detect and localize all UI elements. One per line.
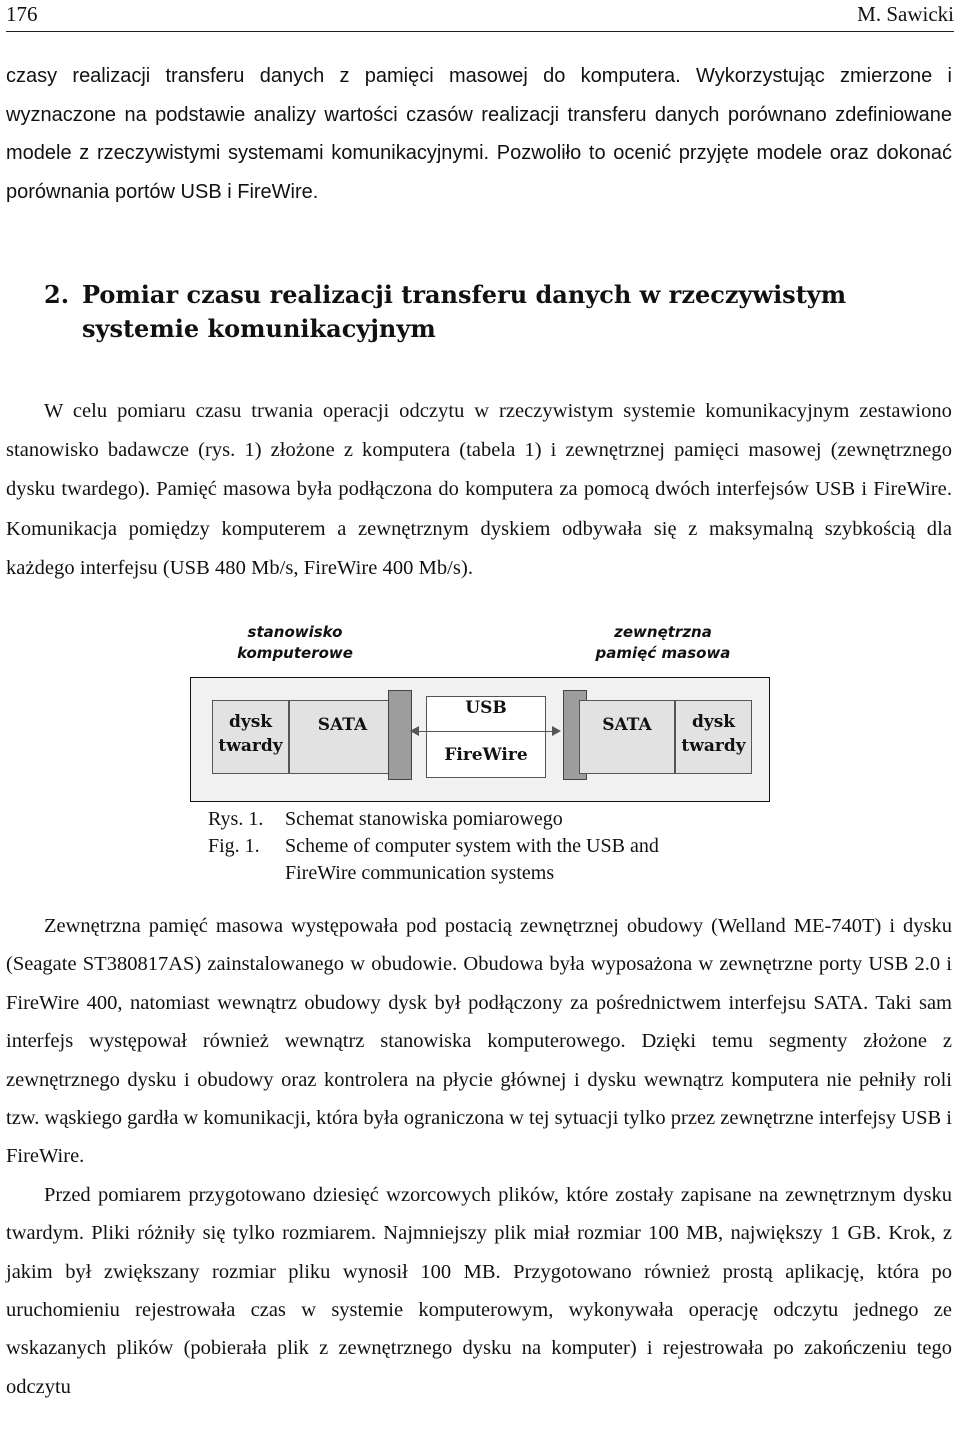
caption-text-pl: Schemat stanowiska pomiarowego: [285, 808, 563, 830]
section-paragraph: W celu pomiaru czasu trwania operacji odczytu w rzeczywistym systemie komunikacyjnym zestawiono stanowisko badawcze (rys. 1) złożone z komputera (tabela 1) i zewnętrznej pamięci masowej (zewnętrznego dysku twardego). Pamięć masowa była podłączona do komputera za pomocą dwóch interfejsów USB i FireWire. Komunikacja pomiędzy komputerem a zewnętrznym dyskiem odbywała się z maksymalną szybkością dla każdego interfejsu (USB 480 Mb/s, FireWire 400 Mb/s).: [6, 400, 952, 579]
section-heading: [44, 278, 944, 346]
arrow-right-icon: [552, 726, 561, 736]
page-number: 176: [6, 2, 38, 26]
page-header: [6, 0, 954, 32]
left-sata-box: [289, 700, 396, 774]
figure-label-computer: stanowisko komputerowe: [237, 623, 353, 662]
caption-text-en-1: Scheme of computer system with the USB and: [285, 835, 659, 857]
paragraph: Przed pomiarem przygotowano dziesięć wzorcowych plików, które zostały zapisane na zewnętrznym dysku twardym. Pliki różniły się tylko rozmiarem. Najmniejszy plik miał rozmiar 100 MB, największy 1 GB. Krok, z jakim był zwiększany rozmiar pliku wynosił 100 MB. Przygotowano również prostą aplikację, która po uruchomieniu rejestrowała czas w systemie komputerowym, wykonywała operację odczytu jednego ze wskazanych plików (pobierała plik z zewnętrznego dysku na komputer) i rejestrowała po zakończeniu tego odczytu: [6, 1183, 952, 1398]
left-sata-label: SATA: [317, 715, 368, 735]
link-arrow: [419, 731, 552, 732]
body-text: [6, 907, 952, 1406]
caption-label-en: Fig. 1.: [208, 835, 260, 857]
firewire-label: FireWire: [444, 745, 528, 765]
section-number: 2.: [44, 280, 70, 309]
left-port-bar: [388, 690, 412, 780]
section-title: Pomiar czasu realizacji transferu danych w rzeczywistym systemie komunikacyjnym: [82, 280, 847, 343]
figure-label-storage: zewnętrzna pamięć masowa: [595, 623, 731, 662]
right-disk-label: dysk twardy: [681, 712, 746, 756]
right-sata-box: [579, 700, 675, 774]
usb-label: USB: [465, 698, 507, 718]
running-author: M. Sawicki: [857, 2, 954, 26]
arrow-left-icon: [410, 726, 419, 736]
figure-caption: [208, 806, 768, 887]
paragraph: Zewnętrzna pamięć masowa występowała pod postacią zewnętrznej obudowy (Welland ME-740T) i dysku (Seagate ST380817AS) zainstalowanego w obudowie. Obudowa była wyposażona w zewnętrzne porty USB 2.0 i FireWire 400, natomiast wewnątrz obudowy dysk był podłączony za pośrednictwem interfejsu SATA. Taki sam interfejs występował również wewnątrz stanowiska komputerowego. Dzięki temu segmenty złożone z zewnętrznego dysku i obudowy oraz kontrolera na płycie głównej i dysku wewnątrz komputera nie pełniły roli tzw. wąskiego gardła w komunikacji, która była ograniczona w tej sytuacji tylko przez zewnętrzne interfejsy USB i FireWire.: [6, 915, 952, 1168]
caption-label-pl: Rys. 1.: [208, 808, 264, 830]
caption-text-en-2: FireWire communication systems: [285, 862, 555, 884]
left-disk-label: dysk twardy: [218, 712, 283, 756]
figure-diagram: [190, 622, 770, 802]
intro-paragraph: czasy realizacji transferu danych z pamięci masowej do komputera. Wykorzystując zmierzone i wyznaczone na podstawie analizy wartości czasów realizacji transferu danych porównano zdefiniowane modele z rzeczywistymi systemami komunikacyjnymi. Pozwoliło to ocenić przyjęte modele oraz dokonać porównania portów USB i FireWire.: [6, 65, 952, 203]
right-sata-label: SATA: [602, 715, 652, 735]
